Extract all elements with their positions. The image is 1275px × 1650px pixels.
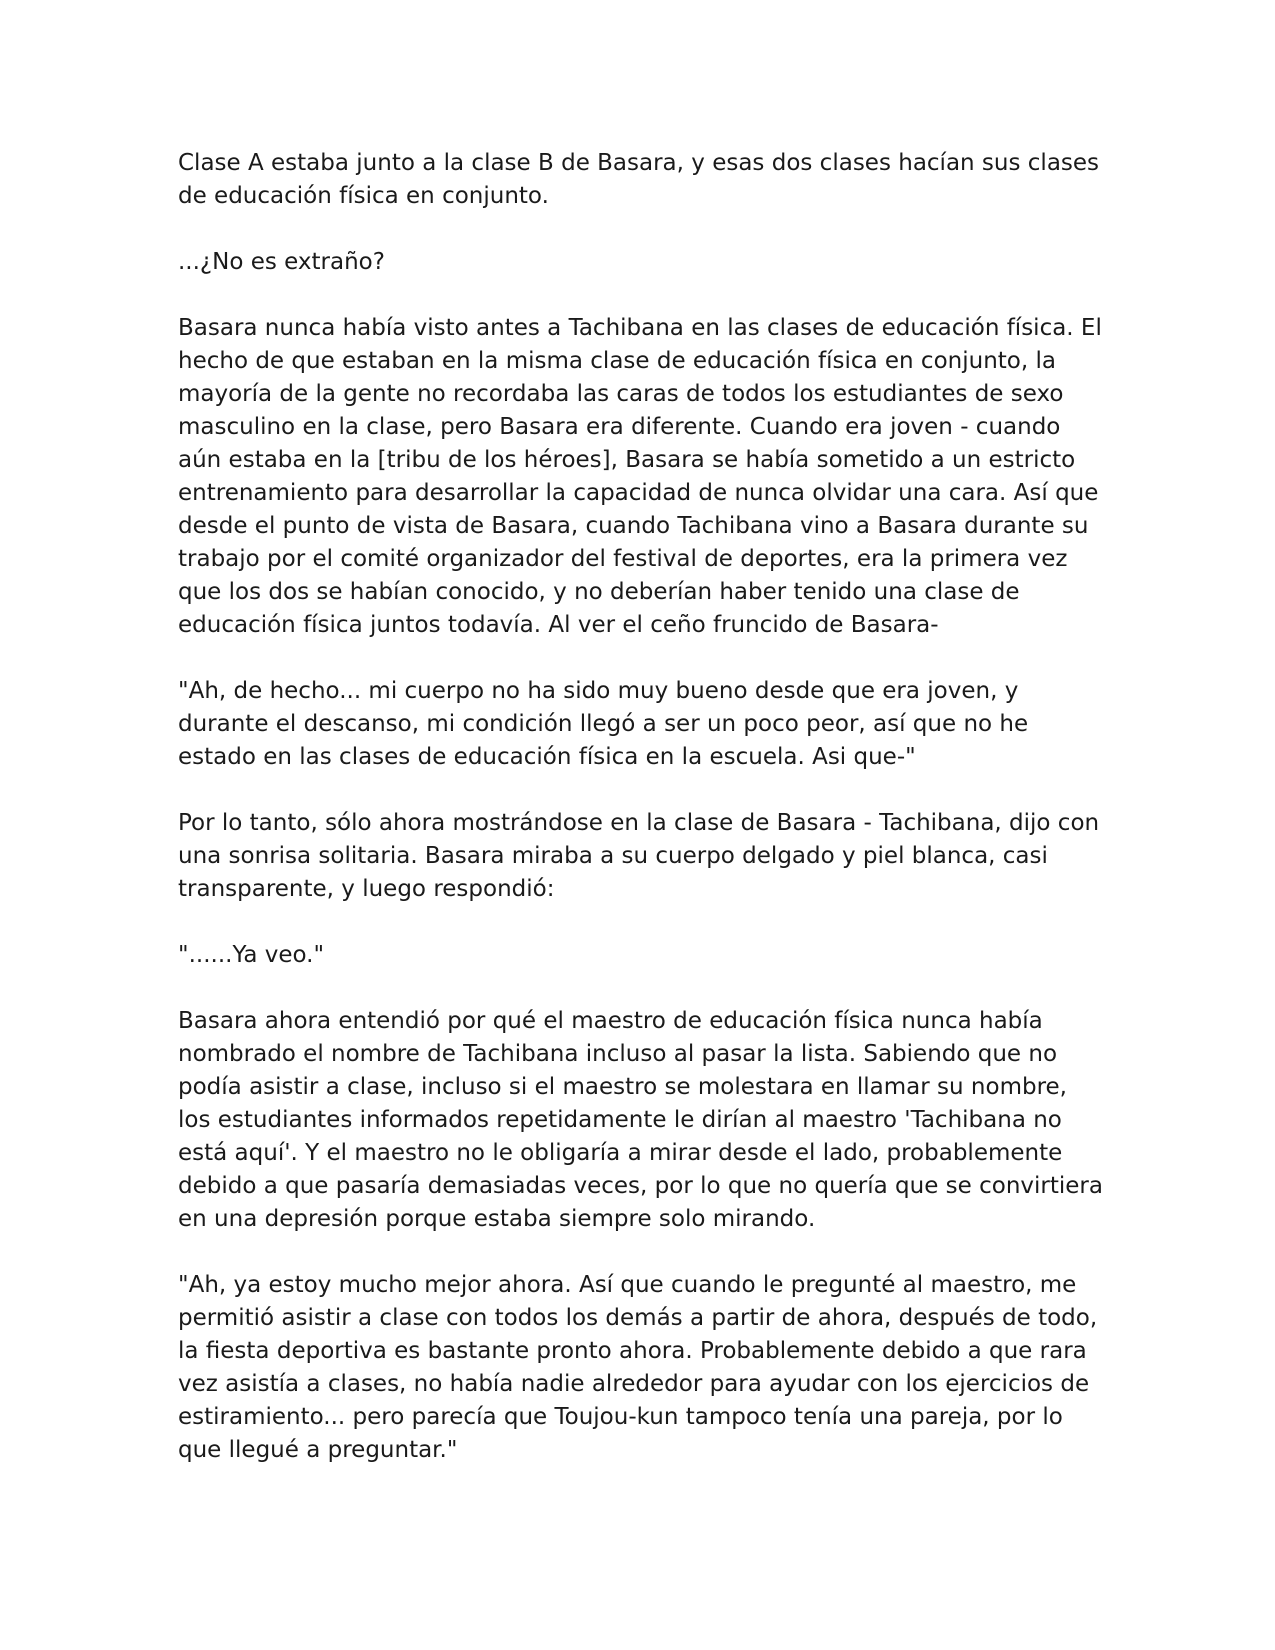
- paragraph-1: Clase A estaba junto a la clase B de Basara, y esas dos clases hacían sus clases de educación física en conjunto.: [178, 150, 1100, 209]
- paragraph-7: Basara ahora entendió por qué el maestro de educación física nunca había nombrado el nombre de Tachibana incluso al pasar la lista. Sabiendo que no podía asistir a clase, incluso si el maestro se molestara en llamar su nombre, los estudiantes informados repetidamente le dirían al maestro 'Tachibana no está aquí'. Y el maestro no le obligaría a mirar desde el lado, probablemente debido a que pasaría demasiadas veces, por lo que no quería que se convirtiera en una depresión porque estaba siempre solo mirando.: [178, 1008, 1103, 1232]
- paragraph-6: "......Ya veo.": [178, 942, 325, 968]
- paragraph-2: ...¿No es extraño?: [178, 249, 385, 275]
- document-body: [178, 147, 1103, 1500]
- paragraph-4: "Ah, de hecho... mi cuerpo no ha sido muy bueno desde que era joven, y durante el descanso, mi condición llegó a ser un poco peor, así que no he estado en las clases de educación física en la escuela. Asi que-": [178, 678, 1029, 770]
- paragraph-5: Por lo tanto, sólo ahora mostrándose en la clase de Basara - Tachibana, dijo con una sonrisa solitaria. Basara miraba a su cuerpo delgado y piel blanca, casi transparente, y luego respondió:: [178, 810, 1100, 902]
- paragraph-3: Basara nunca había visto antes a Tachibana en las clases de educación física. El hecho de que estaban en la misma clase de educación física en conjunto, la mayoría de la gente no recordaba las caras de todos los estudiantes de sexo masculino en la clase, pero Basara era diferente. Cuando era joven - cuando aún estaba en la [tribu de los héroes], Basara se había sometido a un estricto entrenamiento para desarrollar la capacidad de nunca olvidar una cara. Así que desde el punto de vista de Basara, cuando Tachibana vino a Basara durante su trabajo por el comité organizador del festival de deportes, era la primera vez que los dos se habían conocido, y no deberían haber tenido una clase de educación física juntos todavía. Al ver el ceño fruncido de Basara-: [178, 315, 1102, 638]
- paragraph-8: "Ah, ya estoy mucho mejor ahora. Así que cuando le pregunté al maestro, me permitió asistir a clase con todos los demás a partir de ahora, después de todo, la fiesta deportiva es bastante pronto ahora. Probablemente debido a que rara vez asistía a clases, no había nadie alrededor para ayudar con los ejercicios de estiramiento... pero parecía que Toujou-kun tampoco tenía una pareja, por lo que llegué a preguntar.": [178, 1272, 1098, 1463]
